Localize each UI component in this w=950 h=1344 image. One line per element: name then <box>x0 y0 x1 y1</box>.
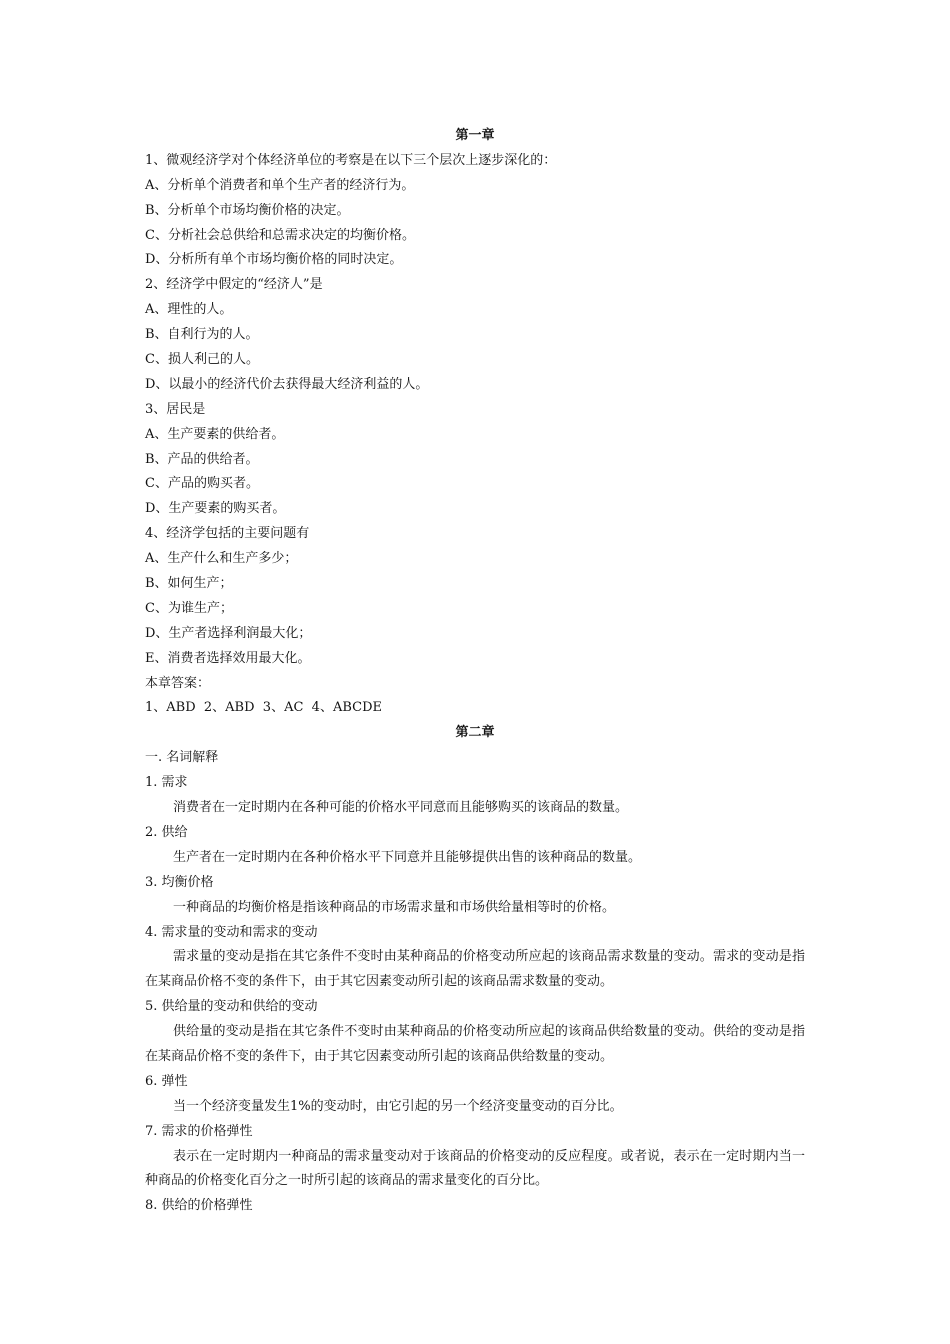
question-3-option-b: B、产品的供给者。 <box>145 451 259 467</box>
question-2-option-b: B、自利行为的人。 <box>145 327 259 343</box>
question-2-option-c: C、损人利己的人。 <box>145 352 259 368</box>
question-4: 4、经济学包括的主要问题有 <box>145 526 310 542</box>
chapter-2-title: 第二章 <box>455 725 495 741</box>
question-3: 3、居民是 <box>145 401 206 417</box>
chapter-1-title: 第一章 <box>455 128 495 143</box>
term-6: 6. 弹性 <box>145 1073 188 1089</box>
question-2-option-a: A、理性的人。 <box>145 302 233 318</box>
term-6-definition: 当一个经济变量发生1%的变动时，由它引起的另一个经济变量变动的百分比。 <box>173 1098 623 1114</box>
question-4-option-b: B、如何生产； <box>145 576 233 592</box>
question-2-option-d: D、以最小的经济代价去获得最大经济利益的人。 <box>145 376 429 392</box>
term-1: 1. 需求 <box>145 775 188 791</box>
term-7: 7. 需求的价格弹性 <box>145 1123 253 1139</box>
term-5: 5. 供给量的变动和供给的变动 <box>145 999 318 1015</box>
question-4-option-e: E、消费者选择效用最大化。 <box>145 650 311 666</box>
term-3: 3. 均衡价格 <box>145 874 214 890</box>
term-5-definition: 供给量的变动是指在其它条件不变时由某种商品的价格变动所应起的该商品供给数量的变动。供给的变动是指在某商品价格不变的条件下，由于其它因素变动所引起的该商品供给数量的变动。 <box>145 1024 805 1064</box>
question-1-option-c: C、分析社会总供给和总需求决定的均衡价格。 <box>145 227 415 243</box>
question-3-option-d: D、生产要素的购买者。 <box>145 501 286 517</box>
question-2: 2、经济学中假定的“经济人”是 <box>145 277 323 293</box>
answers: 1、ABD 2、ABD 3、AC 4、ABCDE <box>145 700 382 716</box>
term-8: 8. 供给的价格弹性 <box>145 1198 253 1214</box>
question-3-option-a: A、生产要素的供给者。 <box>145 426 285 442</box>
question-4-option-d: D、生产者选择利润最大化； <box>145 625 312 641</box>
question-1-option-a: A、分析单个消费者和单个生产者的经济行为。 <box>145 177 415 193</box>
section-heading: 一. 名词解释 <box>145 750 219 766</box>
term-4-definition: 需求量的变动是指在其它条件不变时由某种商品的价格变动所应起的该商品需求数量的变动。需求的变动是指在某商品价格不变的条件下，由于其它因素变动所引起的该商品需求数量的变动。 <box>145 949 805 990</box>
term-2-definition: 生产者在一定时期内在各种价格水平下同意并且能够提供出售的该种商品的数量。 <box>173 849 642 865</box>
term-2: 2. 供给 <box>145 824 188 840</box>
question-3-option-c: C、产品的购买者。 <box>145 476 259 492</box>
question-1-option-d: D、分析所有单个市场均衡价格的同时决定。 <box>145 252 403 268</box>
question-1: 1、微观经济学对个体经济单位的考察是在以下三个层次上逐步深化的： <box>145 152 557 168</box>
answers-label: 本章答案： <box>145 675 211 691</box>
term-3-definition: 一种商品的均衡价格是指该种商品的市场需求量和市场供给量相等时的价格。 <box>173 899 616 915</box>
question-4-option-a: A、生产什么和生产多少； <box>145 551 298 567</box>
term-1-definition: 消费者在一定时期内在各种可能的价格水平同意而且能够购买的该商品的数量。 <box>173 800 629 816</box>
question-4-option-c: C、为谁生产； <box>145 600 233 616</box>
term-4: 4. 需求量的变动和需求的变动 <box>145 924 318 940</box>
question-1-option-b: B、分析单个市场均衡价格的决定。 <box>145 202 350 218</box>
document-page <box>145 124 805 1219</box>
term-7-definition: 表示在一定时期内一种商品的需求量变动对于该商品的价格变动的反应程度。或者说，表示在一定时期内当一种商品的价格变化百分之一时所引起的该商品的需求量变化的百分比。 <box>145 1148 805 1189</box>
